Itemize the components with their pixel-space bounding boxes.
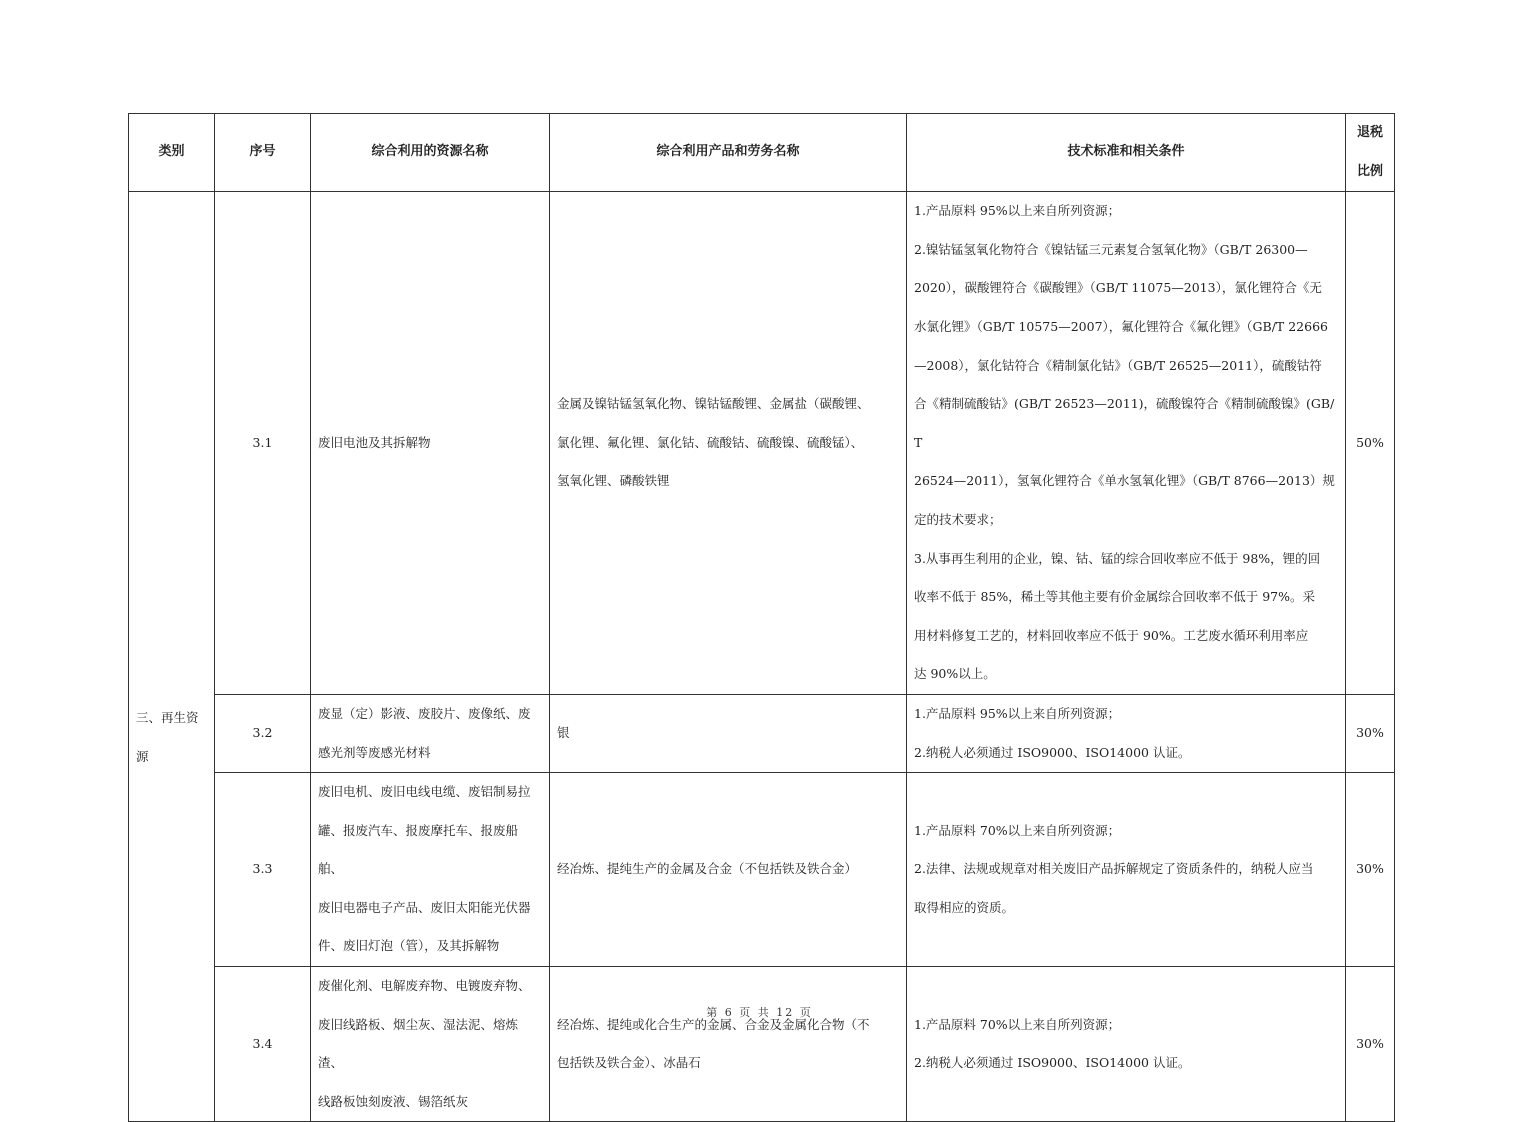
header-product: 综合利用产品和劳务名称 [550, 114, 907, 192]
header-category: 类别 [129, 114, 215, 192]
resource-cell [311, 192, 550, 695]
resource-line: 线路板蚀刻废液、锡箔纸灰 [318, 1093, 469, 1109]
policy-table [128, 113, 1395, 1122]
table-row [129, 694, 1395, 772]
header-row [129, 114, 1395, 192]
product-cell [550, 694, 907, 772]
standard-line: 2.镍钴锰氢氧化物符合《镍钴锰三元素复合氢氧化物》（GB/T 26300— [914, 241, 1308, 257]
ratio-cell: 30% [1346, 773, 1395, 967]
category-line: 三、再生资 [136, 710, 199, 726]
resource-line: 废旧线路板、烟尘灰、湿法泥、熔炼渣、 [318, 1016, 519, 1071]
category-cell [129, 192, 215, 1122]
standard-cell [907, 967, 1346, 1122]
header-ratio-line1: 退税 [1356, 125, 1383, 140]
product-line: 氯化锂、氟化锂、氯化钴、硫酸钴、硫酸镍、硫酸锰）、 [557, 434, 864, 450]
standard-line: 1.产品原料 95%以上来自所列资源； [914, 203, 1121, 219]
resource-cell [311, 694, 550, 772]
header-standard: 技术标准和相关条件 [907, 114, 1346, 192]
standard-cell [907, 773, 1346, 967]
product-line: 经冶炼、提纯或化合生产的金属、合金及金属化合物（不 [557, 1016, 870, 1032]
seq-cell: 3.2 [215, 694, 311, 772]
product-cell [550, 192, 907, 695]
standard-line: 2.纳税人必须通过 ISO9000、ISO14000 认证。 [914, 744, 1191, 760]
standard-cell [907, 694, 1346, 772]
resource-line: 废显（定）影液、废胶片、废像纸、废 [318, 705, 531, 721]
seq-cell: 3.3 [215, 773, 311, 967]
product-cell [550, 967, 907, 1122]
standard-line: 2020），碳酸锂符合《碳酸锂》（GB/T 11075—2013），氯化锂符合《无 [914, 280, 1322, 296]
table-row [129, 773, 1395, 967]
header-ratio [1346, 114, 1395, 192]
standard-line: 1.产品原料 70%以上来自所列资源； [914, 822, 1121, 838]
standard-line: 26524—2011），氢氧化锂符合《单水氢氧化锂》（GB/T 8766—2013）规 [914, 473, 1335, 489]
category-line: 源 [136, 748, 149, 764]
ratio-cell: 50% [1346, 192, 1395, 695]
table-row [129, 192, 1395, 695]
table-row [129, 967, 1395, 1122]
resource-line: 感光剂等废感光材料 [318, 744, 431, 760]
standard-line: 2.纳税人必须通过 ISO9000、ISO14000 认证。 [914, 1055, 1191, 1071]
resource-cell [311, 773, 550, 967]
standard-line: 达 90%以上。 [914, 666, 996, 682]
product-line: 包括铁及铁合金）、冰晶石 [557, 1055, 701, 1071]
product-cell [550, 773, 907, 967]
header-ratio-line2: 比例 [1356, 163, 1383, 179]
product-line: 金属及镍钴锰氢氧化物、镍钴锰酸锂、金属盐（碳酸锂、 [557, 396, 870, 412]
standard-line: —2008），氯化钴符合《精制氯化钴》（GB/T 26525—2011），硫酸钴符 [914, 357, 1322, 373]
seq-cell: 3.1 [215, 192, 311, 695]
standard-line: 1.产品原料 70%以上来自所列资源； [914, 1016, 1121, 1032]
page-footer: 第 6 页 共 12 页 [706, 1006, 813, 1019]
standard-line: 合《精制硫酸钴》(GB/T 26523—2011)，硫酸镍符合《精制硫酸镍》(GB/T [914, 396, 1335, 450]
standard-line: 3.从事再生利用的企业，镍、钴、锰的综合回收率应不低于 98%，锂的回 [914, 550, 1321, 566]
resource-line: 废催化剂、电解废弃物、电镀废弃物、 [318, 978, 531, 994]
seq-cell: 3.4 [215, 967, 311, 1122]
standard-line: 取得相应的资质。 [914, 899, 1015, 915]
ratio-cell: 30% [1346, 967, 1395, 1122]
standard-line: 用材料修复工艺的，材料回收率应不低于 90%。工艺废水循环利用率应 [914, 627, 1309, 643]
product-line: 经冶炼、提纯生产的金属及合金（不包括铁及铁合金） [557, 861, 858, 877]
header-seq: 序号 [215, 114, 311, 192]
header-resource: 综合利用的资源名称 [311, 114, 550, 192]
standard-line: 定的技术要求； [914, 511, 1002, 527]
resource-cell [311, 967, 550, 1122]
product-line: 氢氧化锂、磷酸铁锂 [557, 473, 670, 489]
resource-line: 件、废旧灯泡（管），及其拆解物 [318, 938, 500, 954]
resource-line: 废旧电器电子产品、废旧太阳能光伏器 [318, 899, 531, 915]
standard-line: 2.法律、法规或规章对相关废旧产品拆解规定了资质条件的，纳税人应当 [914, 861, 1314, 877]
resource-line: 废旧电池及其拆解物 [318, 434, 431, 450]
resource-line: 废旧电机、废旧电线电缆、废铝制易拉 [318, 784, 531, 800]
standard-line: 1.产品原料 95%以上来自所列资源； [914, 705, 1121, 721]
product-line: 银 [557, 725, 570, 741]
standard-line: 水氯化锂》（GB/T 10575—2007），氟化锂符合《氟化锂》（GB/T 22666 [914, 318, 1328, 334]
standard-cell [907, 192, 1346, 695]
resource-line: 罐、报废汽车、报废摩托车、报废船舶、 [318, 822, 519, 877]
ratio-cell: 30% [1346, 694, 1395, 772]
standard-line: 收率不低于 85%，稀土等其他主要有价金属综合回收率不低于 97%。采 [914, 589, 1316, 605]
